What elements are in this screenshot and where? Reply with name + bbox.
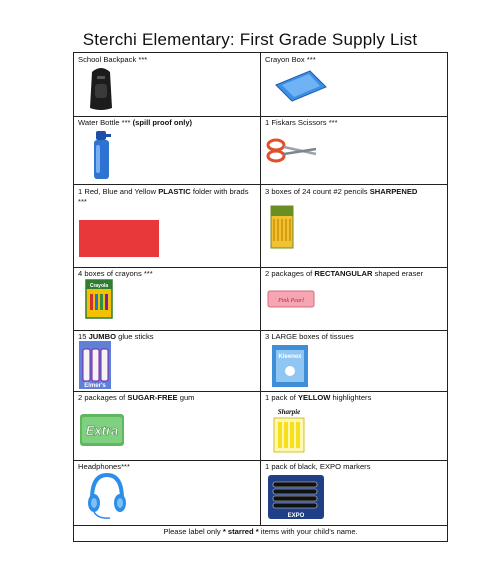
supply-item-text: 15 bbox=[78, 332, 89, 341]
footer-text: Please label only bbox=[163, 527, 223, 536]
sharpie-logo-text: Sharpie bbox=[277, 408, 301, 416]
supply-item-text: 3 boxes of 24 count #2 pencils bbox=[265, 187, 370, 196]
column-divider bbox=[260, 53, 261, 525]
supply-item-text: 1 Red, Blue and Yellow bbox=[78, 187, 159, 196]
water-bottle-icon bbox=[91, 129, 115, 181]
crayola-logo-text: Crayola bbox=[89, 283, 109, 289]
extra-logo-text: Extra bbox=[85, 423, 119, 438]
supply-item-text: 2 packages of bbox=[265, 269, 315, 278]
supply-item-backpack bbox=[78, 55, 258, 65]
footer-text: items with your child's name. bbox=[258, 527, 358, 536]
highlighters-icon bbox=[272, 406, 306, 454]
supply-item-emphasis: (spill proof only) bbox=[132, 118, 193, 127]
supply-item-emphasis: RECTANGULAR bbox=[314, 269, 373, 278]
supply-item-emphasis: JUMBO bbox=[88, 332, 116, 341]
supply-item-water-bottle bbox=[78, 118, 258, 128]
supply-item-text: 2 packages of bbox=[78, 393, 128, 402]
supply-item-emphasis: PLASTIC bbox=[158, 187, 191, 196]
supply-item-text: Water Bottle *** bbox=[78, 118, 133, 127]
supply-item-text: highlighters bbox=[330, 393, 372, 402]
supply-item-emphasis: SUGAR-FREE bbox=[127, 393, 178, 402]
footer-emphasis: * starred * bbox=[222, 527, 259, 536]
backpack-icon bbox=[86, 66, 116, 112]
supply-item-emphasis: SHARPENED bbox=[369, 187, 418, 196]
crayon-box-icon bbox=[272, 69, 328, 103]
row-divider bbox=[74, 116, 447, 117]
gum-icon bbox=[79, 413, 125, 447]
row-divider bbox=[74, 267, 447, 268]
scissors-icon bbox=[266, 135, 318, 165]
supply-item-emphasis: YELLOW bbox=[297, 393, 331, 402]
crayons-icon bbox=[85, 279, 113, 319]
pencils-icon bbox=[270, 205, 294, 249]
row-divider bbox=[74, 184, 447, 185]
label-instruction bbox=[74, 527, 447, 536]
supply-item-text: gum bbox=[177, 393, 195, 402]
supply-item-crayon-box bbox=[265, 55, 445, 65]
supply-item-text: 1 Fiskars Scissors *** bbox=[265, 118, 338, 127]
markers-icon bbox=[267, 474, 325, 520]
supply-item-folder bbox=[78, 187, 258, 207]
supply-item-markers bbox=[265, 462, 445, 472]
supply-item-text: glue sticks bbox=[116, 332, 154, 341]
glue-sticks-icon bbox=[79, 341, 111, 389]
folder-icon bbox=[79, 220, 159, 257]
supply-item-text: Headphones*** bbox=[78, 462, 130, 471]
tissues-icon bbox=[271, 344, 309, 388]
supply-item-text: shaped eraser bbox=[372, 269, 424, 278]
supply-item-text: folder with brads *** bbox=[78, 187, 249, 206]
row-divider bbox=[74, 391, 447, 392]
supply-item-eraser bbox=[265, 269, 445, 279]
supply-item-text: Crayon Box *** bbox=[265, 55, 316, 64]
supply-item-gum bbox=[78, 393, 258, 403]
supply-item-highlighters bbox=[265, 393, 445, 403]
supply-item-text: School Backpack *** bbox=[78, 55, 148, 64]
headphones-icon bbox=[86, 471, 128, 521]
supply-item-pencils bbox=[265, 187, 445, 197]
elmers-logo-text: Elmer's bbox=[84, 383, 106, 389]
supply-item-crayons bbox=[78, 269, 258, 279]
eraser-icon bbox=[267, 289, 315, 309]
supply-item-text: 1 pack of bbox=[265, 393, 298, 402]
row-divider bbox=[74, 460, 447, 461]
page-title: Sterchi Elementary: First Grade Supply List bbox=[82, 30, 418, 49]
supply-list-table bbox=[73, 52, 448, 542]
supply-item-text: 1 pack of black, EXPO markers bbox=[265, 462, 371, 471]
row-divider bbox=[74, 330, 447, 331]
row-divider bbox=[74, 525, 447, 526]
kleenex-logo-text: Kleenex bbox=[278, 354, 302, 360]
supply-item-tissues bbox=[265, 332, 445, 342]
supply-item-text: 3 LARGE boxes of tissues bbox=[265, 332, 354, 341]
expo-logo-text: EXPO bbox=[287, 513, 305, 519]
supply-item-text: 4 boxes of crayons *** bbox=[78, 269, 153, 278]
pink-pearl-logo-text: Pink Pearl bbox=[278, 298, 304, 304]
supply-item-scissors bbox=[265, 118, 445, 128]
